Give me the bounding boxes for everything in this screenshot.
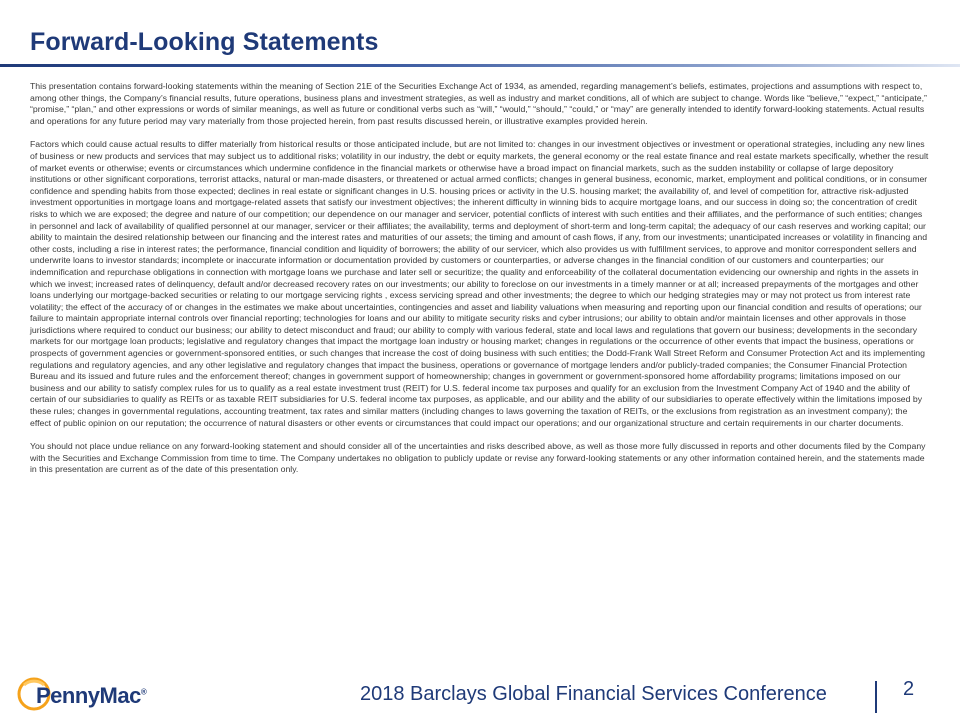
disclaimer-body — [30, 81, 930, 488]
conference-name: 2018 Barclays Global Financial Services Conference — [360, 683, 827, 705]
paragraph-reliance: You should not place undue reliance on any forward-looking statement and should consider all of the uncertainties and risks described above, as well as those more fully discussed in reports and other documents filed by the Company with the Securities and Exchange Commission from time to time. The Company undertakes no obligation to publicly update or revise any forward-looking statements or any other information contained herein, and the statements made in this presentation are current as of the date of this presentation only. — [30, 441, 926, 475]
paragraph-intro: This presentation contains forward-looking statements within the meaning of Section 21E of the Securities Exchange Act of 1934, as amended, regarding management’s beliefs, estimates, projections and assumptions with respect to, among other things, the Company’s financial results, future operations, business plans and investment strategies, as well as industry and market conditions, all of which are subject to change. Words like “believe,” “expect,” “anticipate,” “promise,” “plan,” and other expressions or words of similar meanings, as well as future or conditional verbs such as “will,” “would,” “should,” “could,” or “may” are generally intended to identify forward-looking statements. Actual results and operations for any future period may vary materially from those projected herein, from past results discussed herein, or illustrative examples provided herein. — [30, 81, 927, 126]
logo-wordmark: PennyMac® — [36, 683, 147, 708]
page-title: Forward-Looking Statements — [30, 28, 379, 56]
company-logo — [10, 674, 160, 712]
footer — [0, 664, 960, 720]
page-number: 2 — [903, 678, 915, 700]
paragraph-risk-factors: Factors which could cause actual results to differ materially from historical results or those anticipated include, but are not limited to: changes in our investment objectives or investment or operational strategies, including any new lines of business or new products and services that may subject us to additional risks; volatility in our industry, the debt or equity markets, the general economy or the real estate finance and real estate markets specifically, whether the result of market events or otherwise; events or circumstances which undermine confidence in the financial markets or otherwise have a broad impact on financial markets, such as the sudden instability or collapse of large depository institutions or other significant corporations, terrorist attacks, natural or man-made disasters, or threatened or actual armed conflicts; changes in general business, economic, market, employment and political conditions, or in consumer confidence and spending habits from those expected; declines in real estate or significant changes in U.S. housing prices or activity in the U.S. housing market; the availability of, and level of competition for, attractive risk-adjusted investment opportunities in mortgage loans and mortgage-related assets that satisfy our investment objectives; the inherent difficulty in winning bids to acquire mortgage loans, and our success in doing so; the concentration of credit risks to which we are exposed; the degree and nature of our competition; our dependence on our manager and servicer, potential conflicts of interest with such entities and their affiliates, and the performance of such entities; changes in personnel and lack of availability of qualified personnel at our manager, servicer or their affiliates; the availability, terms and deployment of short-term and long-term capital; the adequacy of our cash reserves and working capital; our ability to maintain the desired relationship between our financing and the interest rates and maturities of our assets; the timing and amount of cash flows, if any, from our investments; unanticipated increases or volatility in financing and other costs, including a rise in interest rates; the performance, financial condition and liquidity of borrowers; the ability of our servicer, which also provides us with fulfillment services, to approve and monitor correspondent sellers and underwrite loans to investor standards; incomplete or inaccurate information or documentation provided by customers or counterparties, or adverse changes in the financial condition of our customers and counterparties; our indemnification and repurchase obligations in connection with mortgage loans we purchase and later sell or securitize; the quality and enforceability of the collateral documentation evidencing our ownership and rights in the assets in which we invest; increased rates of delinquency, default and/or decreased recovery rates on our investments; our ability to foreclose on our investments in a timely manner or at all; increased prepayments of the mortgages and other loans underlying our mortgage-backed securities or relating to our mortgage servicing rights , excess servicing spread and other investments; the degree to which our hedging strategies may or may not protect us from interest rate volatility; the effect of the accuracy of or changes in the estimates we make about uncertainties, contingencies and asset and liability valuations when measuring and reporting upon our financial condition and results of operations; our failure to maintain appropriate internal controls over financial reporting; technologies for loans and our ability to mitigate security risks and cyber intrusions; our ability to obtain and/or maintain licenses and other approvals in those jurisdictions where required to conduct our business; our ability to detect misconduct and fraud; our ability to comply with various federal, state and local laws and regulations that govern our business; developments in the secondary markets for our mortgage loan products; legislative and regulatory changes that impact the mortgage loan industry or housing market; changes in regulations or the occurrence of other events that impact the business, operations or prospects of government agencies or government-sponsored entities, or such changes that increase the cost of doing business with such entities; the Dodd-Frank Wall Street Reform and Consumer Protection Act and its implementing regulations and regulatory agencies, and any other legislative and regulatory changes that impact the business, operations or governance of mortgage lenders and/or publicly-traded companies; the Consumer Financial Protection Bureau and its issued and future rules and the enforcement thereof; changes in government support of homeownership; changes in government or government-sponsored home affordability programs; limitations imposed on our business and our ability to satisfy complex rules for us to qualify as a real estate investment trust (REIT) for U.S. federal income tax purposes and qualify for an exclusion from the Investment Company Act of 1940 and the ability of certain of our subsidiaries to qualify as REITs or as taxable REIT subsidiaries for U.S. federal income tax purposes, as applicable, and our ability and the ability of our subsidiaries to operate effectively within the limitations imposed by these rules; changes in governmental regulations, accounting treatment, tax rates and similar matters (including changes to laws governing the taxation of REITs, or the exclusions from registration as an investment company); the effect of public opinion on our reputation; the occurrence of natural disasters or other events or circumstances that could impact our operations; and our organizational structure and certain requirements in our charter documents. — [30, 139, 929, 428]
title-underline — [0, 64, 960, 67]
footer-divider — [875, 681, 877, 713]
